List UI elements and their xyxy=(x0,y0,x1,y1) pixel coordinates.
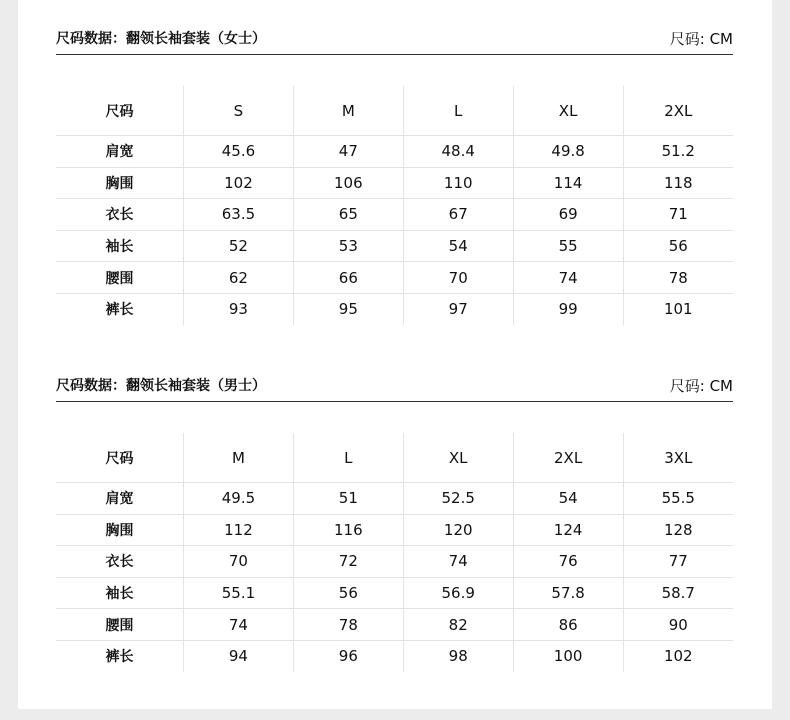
table-row xyxy=(56,293,733,324)
table-cell: 53 xyxy=(293,230,403,262)
table-cell: 49.5 xyxy=(184,483,294,515)
row-label: 肩宽 xyxy=(105,491,134,508)
row-label: 衣长 xyxy=(105,207,134,224)
table-cell: 112 xyxy=(184,514,294,546)
table-cell: 52.5 xyxy=(403,483,513,515)
table-row xyxy=(56,230,733,262)
row-label: 腰围 xyxy=(105,617,134,634)
table-cell: 51 xyxy=(293,483,403,515)
table-cell: 51.2 xyxy=(623,136,733,168)
size-header-row xyxy=(56,86,733,136)
table-cell: 90 xyxy=(623,609,733,641)
table-cell: 49.8 xyxy=(513,136,623,168)
table-cell: 98 xyxy=(403,640,513,671)
row-label: 衣长 xyxy=(105,554,134,571)
table-cell: 128 xyxy=(623,514,733,546)
table-cell: 102 xyxy=(184,167,294,199)
table-cell: 54 xyxy=(403,230,513,262)
size-col-header: L xyxy=(293,433,403,483)
table-row xyxy=(56,577,733,609)
row-label: 肩宽 xyxy=(105,144,134,161)
table-cell: 57.8 xyxy=(513,577,623,609)
size-table-women xyxy=(56,86,733,325)
size-col-header: L xyxy=(403,86,513,136)
table-cell: 116 xyxy=(293,514,403,546)
table-cell: 74 xyxy=(184,609,294,641)
table-cell: 78 xyxy=(293,609,403,641)
size-col-header: S xyxy=(184,86,294,136)
size-col-header: XL xyxy=(513,86,623,136)
row-label: 袖长 xyxy=(105,239,134,256)
table-cell: 45.6 xyxy=(184,136,294,168)
table-cell: 76 xyxy=(513,546,623,578)
table-cell: 48.4 xyxy=(403,136,513,168)
size-col-header: 3XL xyxy=(623,433,733,483)
table-cell: 56 xyxy=(623,230,733,262)
table-cell: 63.5 xyxy=(184,199,294,231)
unit-label: 尺码: CM xyxy=(669,30,733,48)
table-cell: 74 xyxy=(513,262,623,294)
row-label: 腰围 xyxy=(105,270,134,287)
table-row xyxy=(56,546,733,578)
table-cell: 56.9 xyxy=(403,577,513,609)
table-cell: 101 xyxy=(623,293,733,324)
table-cell: 106 xyxy=(293,167,403,199)
table-cell: 70 xyxy=(403,262,513,294)
table-cell: 82 xyxy=(403,609,513,641)
table-cell: 102 xyxy=(623,640,733,671)
section-header xyxy=(56,30,733,55)
table-cell: 94 xyxy=(184,640,294,671)
corner-label: 尺码 xyxy=(105,450,134,467)
table-cell: 70 xyxy=(184,546,294,578)
table-cell: 55 xyxy=(513,230,623,262)
row-label: 袖长 xyxy=(105,586,134,603)
table-cell: 118 xyxy=(623,167,733,199)
table-row xyxy=(56,262,733,294)
table-cell: 78 xyxy=(623,262,733,294)
table-cell: 110 xyxy=(403,167,513,199)
table-row xyxy=(56,609,733,641)
table-cell: 72 xyxy=(293,546,403,578)
table-row xyxy=(56,199,733,231)
table-cell: 97 xyxy=(403,293,513,324)
table-cell: 93 xyxy=(184,293,294,324)
table-row xyxy=(56,640,733,671)
size-section-men xyxy=(56,377,733,666)
table-cell: 74 xyxy=(403,546,513,578)
row-label: 裤长 xyxy=(105,302,134,319)
table-cell: 62 xyxy=(184,262,294,294)
section-title: 尺码数据：翻领长袖套装（男士） xyxy=(56,378,266,394)
size-col-header: XL xyxy=(403,433,513,483)
table-cell: 67 xyxy=(403,199,513,231)
table-cell: 66 xyxy=(293,262,403,294)
corner-label: 尺码 xyxy=(105,103,134,120)
size-col-header: 2XL xyxy=(623,86,733,136)
table-cell: 100 xyxy=(513,640,623,671)
table-cell: 55.1 xyxy=(184,577,294,609)
table-cell: 69 xyxy=(513,199,623,231)
size-header-row xyxy=(56,433,733,483)
unit-label: 尺码: CM xyxy=(669,377,733,395)
size-chart-card xyxy=(18,0,772,709)
table-row xyxy=(56,136,733,168)
size-col-header: 2XL xyxy=(513,433,623,483)
table-cell: 54 xyxy=(513,483,623,515)
size-col-header: M xyxy=(184,433,294,483)
section-header xyxy=(56,377,733,402)
table-cell: 114 xyxy=(513,167,623,199)
table-row xyxy=(56,514,733,546)
table-row xyxy=(56,483,733,515)
size-col-header: M xyxy=(293,86,403,136)
table-cell: 99 xyxy=(513,293,623,324)
table-cell: 56 xyxy=(293,577,403,609)
row-label: 裤长 xyxy=(105,649,134,666)
table-cell: 86 xyxy=(513,609,623,641)
table-cell: 65 xyxy=(293,199,403,231)
table-cell: 95 xyxy=(293,293,403,324)
table-cell: 120 xyxy=(403,514,513,546)
section-title: 尺码数据：翻领长袖套装（女士） xyxy=(56,31,266,47)
size-section-women xyxy=(56,30,733,319)
table-cell: 55.5 xyxy=(623,483,733,515)
table-cell: 58.7 xyxy=(623,577,733,609)
row-label: 胸围 xyxy=(105,522,134,539)
size-table-men xyxy=(56,433,733,672)
table-cell: 52 xyxy=(184,230,294,262)
row-label: 胸围 xyxy=(105,175,134,192)
table-cell: 71 xyxy=(623,199,733,231)
table-cell: 124 xyxy=(513,514,623,546)
table-cell: 96 xyxy=(293,640,403,671)
table-row xyxy=(56,167,733,199)
table-cell: 77 xyxy=(623,546,733,578)
table-cell: 47 xyxy=(293,136,403,168)
